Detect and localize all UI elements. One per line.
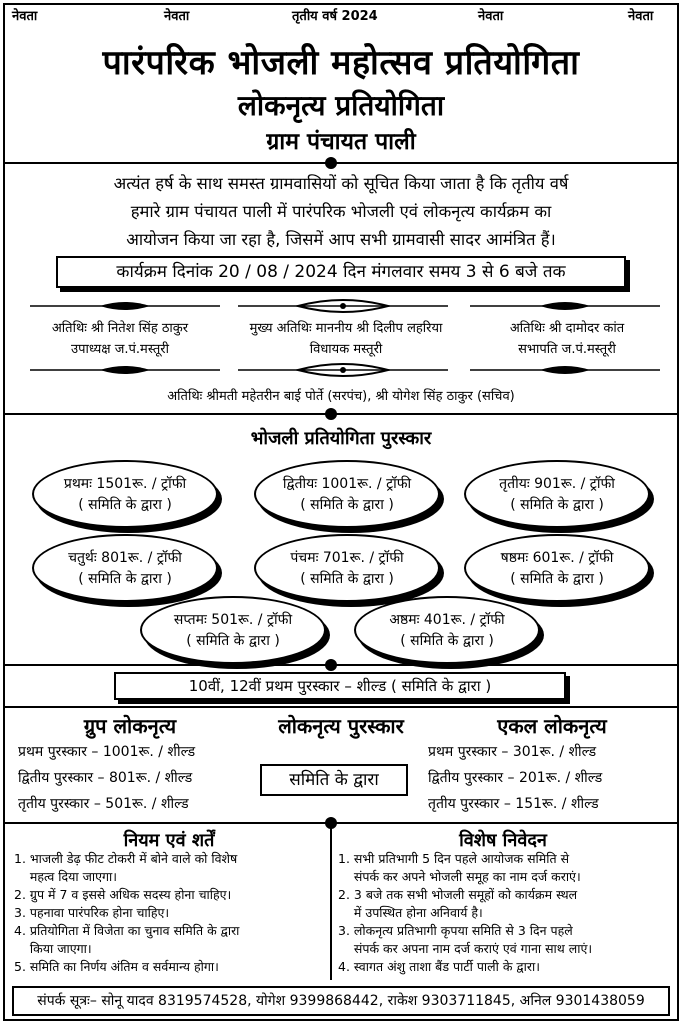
rules-vertical-divider [330, 824, 332, 980]
top-word-3: नेवता [478, 9, 504, 24]
guest-right [462, 318, 672, 360]
folk-committee-box: समिति के द्वारा [260, 764, 408, 796]
intro-text [20, 170, 662, 254]
solo-prize-2: द्वितीय पुरस्कार – 201रू. / शील्ड [428, 770, 603, 786]
main-title: पारंपरिक भोजली महोत्सव प्रतियोगिता [102, 43, 580, 83]
prize-2-amount: द्वितीयः 1001रू. / ट्रॉफी [282, 476, 412, 492]
prize-4-note: ( समिति के द्वारा ) [78, 571, 172, 587]
ornament-left-bottom [30, 364, 220, 376]
prize-4 [32, 534, 218, 602]
guest-left [10, 318, 230, 360]
rule-line-6: किया जाएगा। [14, 941, 92, 956]
solo-folk-title: एकल लोकनृत्य [497, 714, 607, 738]
prize-3 [464, 460, 650, 528]
solo-prize-3: तृतीय पुरस्कार – 151रू. / शील्ड [428, 796, 599, 812]
divider-dot-3 [325, 659, 337, 671]
intro-line-3: आयोजन किया जा रहा है, जिसमें आप सभी ग्रामवासी सादर आमंत्रित हैं। [126, 230, 556, 249]
group-prize-1: प्रथम पुरस्कार – 1001रू. / शील्ड [18, 744, 196, 760]
rule-line-1: 1. भाजली डेढ़ फीट टोकरी में बोने वाले को विशेष [14, 851, 238, 866]
rules-title: नियम एवं शर्तें [123, 830, 215, 851]
notice-line-5: 3. लोकनृत्य प्रतिभागी कृपया समिति से 3 दिन पहले [338, 923, 573, 938]
guest-bottom: अतिथिः श्रीमती महेतरीन बाई पोर्ते (सरपंच), श्री योगेश सिंह ठाकुर (सचिव) [167, 389, 515, 404]
prize-5-note: ( समिति के द्वारा ) [300, 571, 394, 587]
divider-4 [3, 706, 679, 708]
bhojli-prize-title: भोजली प्रतियोगिता पुरस्कार [250, 428, 432, 449]
notice-line-7: 4. स्वागत अंशु ताशा बैंड पार्टी पाली के द्वारा। [338, 959, 540, 974]
subtitle: लोकनृत्य प्रतियोगिता [237, 89, 445, 122]
intro-line-1: अत्यंत हर्ष के साथ समस्त ग्रामवासियों को सूचित किया जाता है कि तृतीय वर्ष [113, 174, 569, 193]
ornament-right-top [470, 300, 660, 312]
guest-left-name: अतिथिः श्री नितेश सिंह ठाकुर [51, 321, 189, 336]
prize-3-amount: तृतीयः 901रू. / ट्रॉफी [499, 476, 615, 492]
notice-title: विशेष निवेदन [459, 830, 547, 851]
prize-7-note: ( समिति के द्वारा ) [186, 633, 280, 649]
rule-line-5: 4. प्रतियोगिता में विजेता का चुनाव समिति के द्वारा [14, 923, 240, 938]
prize-4-amount: चतुर्थः 801रू. / ट्रॉफी [68, 550, 182, 566]
school-prize-box: 10वीं, 12वीं प्रथम पुरस्कार – शील्ड ( समिति के द्वारा ) [114, 672, 566, 700]
guest-left-post: उपाध्यक्ष ज.पं.मस्तूरी [71, 342, 169, 357]
contact-box: संपर्क सूत्रः– सोनू यादव 8319574528, योगेश 9399868442, राकेश 9303711845, अनिल 9301438059 [12, 986, 670, 1016]
ornament-left-top [30, 300, 220, 312]
top-word-1: नेवता [12, 9, 38, 24]
top-word-2: नेवता [164, 9, 190, 24]
guest-chief-post: विधायक मस्तूरी [309, 342, 383, 357]
prize-7 [140, 596, 326, 664]
prize-2-note: ( समिति के द्वारा ) [300, 497, 394, 513]
notice-line-2: संपर्क कर अपने भोजली समूह का नाम दर्ज कराएं। [338, 869, 581, 884]
divider-dot-2 [325, 408, 337, 420]
prize-6 [464, 534, 650, 602]
prize-5 [254, 534, 440, 602]
rule-line-2: महत्व दिया जाएगा। [14, 869, 118, 884]
guest-chief-name: मुख्य अतिथिः माननीय श्री दिलीप लहरिया [249, 321, 443, 336]
rules-list [14, 850, 326, 976]
top-word-year: तृतीय वर्ष 2024 [292, 9, 378, 24]
prize-1-note: ( समिति के द्वारा ) [78, 497, 172, 513]
group-prize-3: तृतीय पुरस्कार – 501रू. / शील्ड [18, 796, 189, 812]
rule-line-7: 5. समिति का निर्णय अंतिम व सर्वमान्य होगा। [14, 959, 219, 974]
notice-list [338, 850, 672, 976]
divider-3 [3, 664, 679, 666]
prize-1-amount: प्रथमः 1501रू. / ट्रॉफी [63, 476, 187, 492]
prize-5-amount: पंचमः 701रू. / ट्रॉफी [290, 550, 404, 566]
group-prize-2: द्वितीय पुरस्कार – 801रू. / शील्ड [18, 770, 193, 786]
prize-6-amount: षष्ठमः 601रू. / ट्रॉफी [500, 550, 614, 566]
prize-8 [354, 596, 540, 664]
notice-line-3: 2. 3 बजे तक सभी भोजली समूहों को कार्यक्रम स्थल [338, 887, 578, 902]
prize-8-amount: अष्ठमः 401रू. / ट्रॉफी [389, 612, 505, 628]
prize-2 [254, 460, 440, 528]
ornament-middle-top [238, 298, 448, 314]
divider-2 [3, 413, 679, 415]
divider-5 [3, 822, 679, 824]
ornament-right-bottom [470, 364, 660, 376]
top-word-4: नेवता [628, 9, 654, 24]
prize-6-note: ( समिति के द्वारा ) [510, 571, 604, 587]
schedule-box: कार्यक्रम दिनांक 20 / 08 / 2024 दिन मंगलवार समय 3 से 6 बजे तक [56, 256, 626, 288]
prize-1 [32, 460, 218, 528]
guest-chief [226, 318, 466, 360]
divider-1 [3, 162, 679, 164]
prize-7-amount: सप्तमः 501रू. / ट्रॉफी [173, 612, 293, 628]
notice-line-6: संपर्क कर अपना नाम दर्ज कराएं एवं गाना साथ लाएं। [338, 941, 593, 956]
prize-3-note: ( समिति के द्वारा ) [510, 497, 604, 513]
venue: ग्राम पंचायत पाली [266, 129, 416, 155]
group-folk-title: ग्रुप लोकनृत्य [83, 714, 177, 738]
notice-line-4: में उपस्थित होना अनिवार्य है। [338, 905, 483, 920]
prize-8-note: ( समिति के द्वारा ) [400, 633, 494, 649]
solo-prize-1: प्रथम पुरस्कार – 301रू. / शील्ड [428, 744, 597, 760]
guest-right-name: अतिथिः श्री दामोदर कांत [509, 321, 625, 336]
rule-line-4: 3. पहनावा पारंपरिक होना चाहिए। [14, 905, 170, 920]
ornament-middle-bottom [238, 362, 448, 378]
intro-line-2: हमारे ग्राम पंचायत पाली में पारंपरिक भोजली एवं लोकनृत्य कार्यक्रम का [130, 202, 552, 221]
guest-right-post: सभापति ज.पं.मस्तूरी [518, 342, 616, 357]
folk-prize-title: लोकनृत्य पुरस्कार [278, 714, 404, 738]
notice-line-1: 1. सभी प्रतिभागी 5 दिन पहले आयोजक समिति से [338, 851, 570, 866]
rule-line-3: 2. ग्रुप में 7 व इससे अधिक सदस्य होना चाहिए। [14, 887, 232, 902]
divider-dot-1 [325, 157, 337, 169]
